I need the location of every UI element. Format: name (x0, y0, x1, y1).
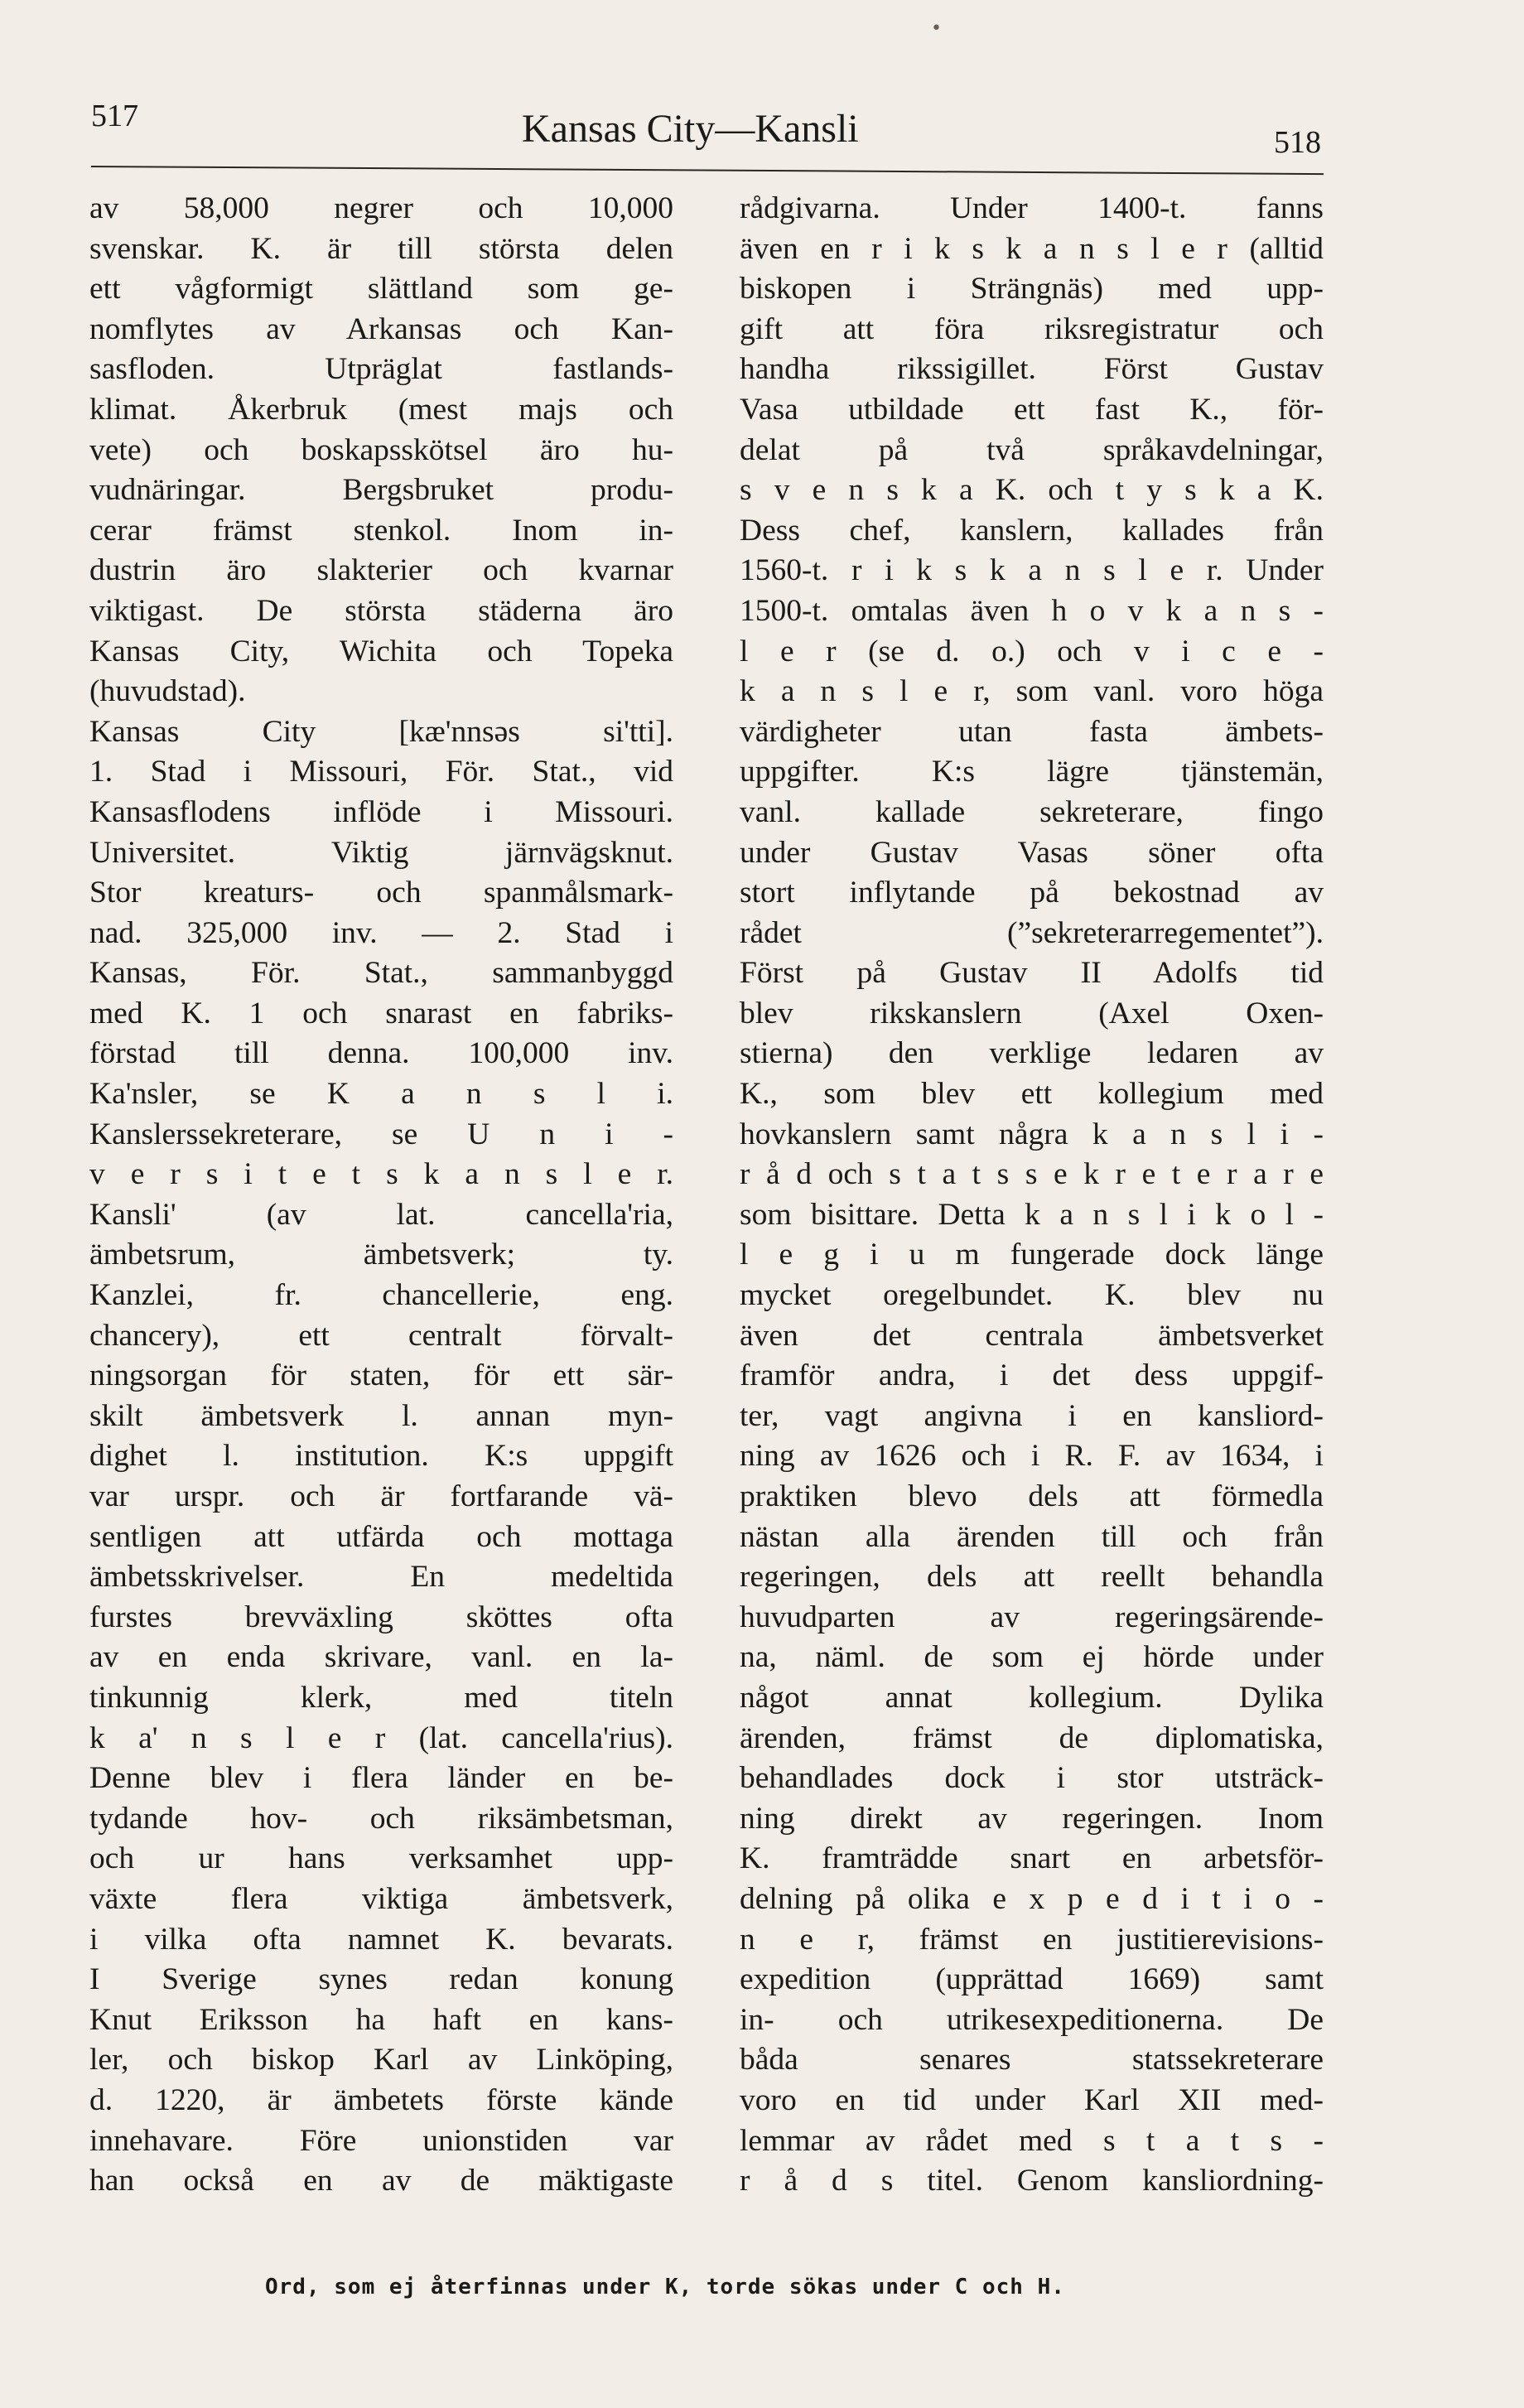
text-line: huvudparten av regeringsärende- (740, 1600, 1324, 1634)
right-text-column (740, 189, 1324, 2202)
left-text-column (89, 189, 673, 2202)
text-line: dighet l. institution. K:s uppgift (89, 1439, 673, 1474)
text-line: 1560-t. r i k s k a n s l e r. Under (740, 553, 1324, 588)
text-line: Denne blev i flera länder en be- (89, 1761, 673, 1796)
text-line: l e g i u m fungerade dock länge (740, 1238, 1324, 1272)
text-line: delning på olika e x p e d i t i o - (740, 1881, 1324, 1916)
text-line: Kansas City, Wichita och Topeka (89, 634, 673, 668)
text-line: i vilka ofta namnet K. bevarats. (89, 1922, 673, 1957)
text-line: 1. Stad i Missouri, För. Stat., vid (89, 755, 673, 789)
text-line: k a n s l e r, som vanl. voro höga (740, 674, 1324, 709)
text-line: med K. 1 och snarast en fabriks- (89, 996, 673, 1030)
text-line: Kansas, För. Stat., sammanbyggd (89, 956, 673, 991)
text-line: nad. 325,000 inv. — 2. Stad i (89, 915, 673, 950)
text-line: delat på två språkavdelningar, (740, 432, 1324, 467)
text-line: Kansas City [kæ'nnsəs si'tti]. (89, 714, 673, 749)
text-line: uppgifter. K:s lägre tjänstemän, (740, 755, 1324, 789)
right-page-number: 518 (1274, 125, 1321, 160)
text-line: chancery), ett centralt förvalt- (89, 1318, 673, 1353)
text-line: k a' n s l e r (lat. cancella'rius). (89, 1720, 673, 1755)
text-line: cerar främst stenkol. Inom in- (89, 513, 673, 548)
text-line: Kansasflodens inflöde i Missouri. (89, 794, 673, 829)
text-line: mycket oregelbundet. K. blev nu (740, 1278, 1324, 1313)
text-line: tinkunnig klerk, med titeln (89, 1680, 673, 1715)
text-line: Dess chef, kanslern, kallades från (740, 513, 1324, 548)
text-line: l e r (se d. o.) och v i c e - (740, 634, 1324, 668)
text-line: rådgivarna. Under 1400-t. fanns (740, 191, 1324, 225)
text-line: under Gustav Vasas söner ofta (740, 835, 1324, 870)
text-line: blev rikskanslern (Axel Oxen- (740, 996, 1324, 1030)
text-line: in- och utrikesexpeditionerna. De (740, 2002, 1324, 2037)
text-line: av en enda skrivare, vanl. en la- (89, 1640, 673, 1675)
text-line: var urspr. och är fortfarande vä- (89, 1479, 673, 1513)
text-line: Vasa utbildade ett fast K., för- (740, 392, 1324, 427)
text-line: 1500-t. omtalas även h o v k a n s - (740, 593, 1324, 628)
text-line: behandlades dock i stor utsträck- (740, 1761, 1324, 1796)
text-line: n e r, främst en justitierevisions- (740, 1922, 1324, 1957)
text-line: r å d s titel. Genom kansliordning- (740, 2164, 1324, 2198)
text-line: växte flera viktiga ämbetsverk, (89, 1881, 673, 1916)
text-line: gift att föra riksregistratur och (740, 311, 1324, 346)
text-line: ningsorgan för staten, för ett sär- (89, 1358, 673, 1393)
text-line: biskopen i Strängnäs) med upp- (740, 272, 1324, 306)
text-line: Först på Gustav II Adolfs tid (740, 956, 1324, 991)
text-line: (huvudstad). (89, 674, 246, 709)
text-line: vanl. kallade sekreterare, fingo (740, 794, 1324, 829)
text-line: klimat. Åkerbruk (mest majs och (89, 392, 673, 427)
text-line: stort inflytande på bekostnad av (740, 876, 1324, 910)
text-line: regeringen, dels att reellt behandla (740, 1560, 1324, 1595)
text-line: furstes brevväxling sköttes ofta (89, 1600, 673, 1634)
text-line: nomflytes av Arkansas och Kan- (89, 311, 673, 346)
text-line: även det centrala ämbetsverket (740, 1318, 1324, 1353)
text-line: hovkanslern samt några k a n s l i - (740, 1117, 1324, 1151)
text-line: av 58,000 negrer och 10,000 (89, 191, 673, 225)
text-line: tydande hov- och riksämbetsman, (89, 1801, 673, 1836)
text-line: ning direkt av regeringen. Inom (740, 1801, 1324, 1836)
text-line: ler, och biskop Karl av Linköping, (89, 2043, 673, 2077)
text-line: viktigast. De största städerna äro (89, 593, 673, 628)
text-line: ter, vagt angivna i en kansliord- (740, 1398, 1324, 1433)
text-line: ning av 1626 och i R. F. av 1634, i (740, 1439, 1324, 1474)
text-line: Kanslerssekreterare, se U n i - (89, 1117, 673, 1151)
text-line: r å d och s t a t s s e k r e t e r a r e (740, 1157, 1324, 1192)
text-line: vudnäringar. Bergsbruket produ- (89, 473, 673, 508)
print-mark: • (931, 18, 942, 39)
text-line: Knut Eriksson ha haft en kans- (89, 2002, 673, 2037)
text-line: v e r s i t e t s k a n s l e r. (89, 1157, 673, 1192)
text-line: ämbetsrum, ämbetsverk; ty. (89, 1238, 673, 1272)
text-line: ämbetsskrivelser. En medeltida (89, 1560, 673, 1595)
text-line: och ur hans verksamhet upp- (89, 1841, 673, 1876)
text-line: Ka'nsler, se K a n s l i. (89, 1077, 673, 1112)
text-line: s v e n s k a K. och t y s k a K. (740, 473, 1324, 508)
text-line: handha rikssigillet. Först Gustav (740, 352, 1324, 387)
text-line: innehavare. Före unionstiden var (89, 2123, 673, 2158)
text-line: na, näml. de som ej hörde under (740, 1640, 1324, 1675)
text-line: som bisittare. Detta k a n s l i k o l - (740, 1197, 1324, 1232)
text-line: lemmar av rådet med s t a t s - (740, 2123, 1324, 2158)
running-head: Kansas City—Kansli (522, 107, 859, 151)
text-line: skilt ämbetsverk l. annan myn- (89, 1398, 673, 1433)
text-line: praktiken blevo dels att förmedla (740, 1479, 1324, 1513)
text-line: svenskar. K. är till största delen (89, 231, 673, 266)
text-line: expedition (upprättad 1669) samt (740, 1962, 1324, 1997)
text-line: Kanzlei, fr. chancellerie, eng. (89, 1278, 673, 1313)
text-line: Stor kreaturs- och spanmålsmark- (89, 876, 673, 910)
text-line: sasfloden. Utpräglat fastlands- (89, 352, 673, 387)
text-line: rådet (”sekreterarregementet”). (740, 915, 1324, 950)
text-line: ärenden, främst de diplomatiska, (740, 1720, 1324, 1755)
header-rule (91, 166, 1324, 175)
text-line: stierna) den verklige ledaren av (740, 1036, 1324, 1071)
text-line: nästan alla ärenden till och från (740, 1519, 1324, 1554)
text-line: K., som blev ett kollegium med (740, 1077, 1324, 1112)
text-line: båda senares statssekreterare (740, 2043, 1324, 2077)
text-line: dustrin äro slakterier och kvarnar (89, 553, 673, 588)
text-line: framför andra, i det dess uppgif- (740, 1358, 1324, 1393)
text-line: ett vågformigt slättland som ge- (89, 272, 673, 306)
text-line: Kansli' (av lat. cancella'ria, (89, 1197, 673, 1232)
footer-note: Ord, som ej återfinnas under K, torde sökas under C och H. (265, 2275, 1065, 2299)
text-line: något annat kollegium. Dylika (740, 1680, 1324, 1715)
text-line: han också en av de mäktigaste (89, 2164, 673, 2198)
left-page-number: 517 (91, 99, 138, 133)
text-line: vete) och boskapsskötsel äro hu- (89, 432, 673, 467)
text-line: I Sverige synes redan konung (89, 1962, 673, 1997)
text-line: värdigheter utan fasta ämbets- (740, 714, 1324, 749)
text-line: sentligen att utfärda och mottaga (89, 1519, 673, 1554)
text-line: även en r i k s k a n s l e r (alltid (740, 231, 1324, 266)
text-line: Universitet. Viktig järnvägsknut. (89, 835, 673, 870)
text-line: d. 1220, är ämbetets förste kände (89, 2082, 673, 2117)
text-line: voro en tid under Karl XII med- (740, 2082, 1324, 2117)
text-line: förstad till denna. 100,000 inv. (89, 1036, 673, 1071)
text-line: K. framträdde snart en arbetsför- (740, 1841, 1324, 1876)
